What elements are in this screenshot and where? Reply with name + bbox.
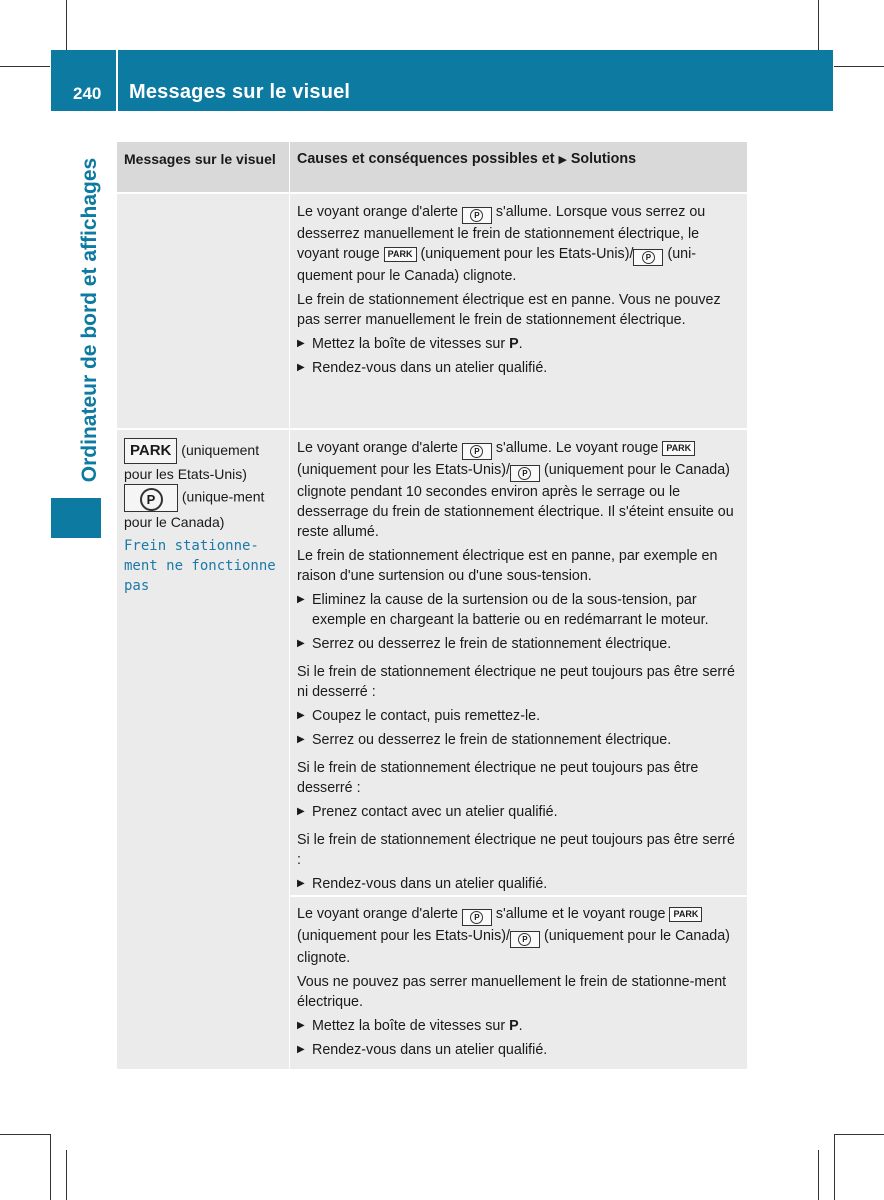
- text: s'allume et le voyant rouge: [495, 906, 666, 922]
- crop-mark: [834, 1134, 835, 1200]
- list-item: [297, 1016, 741, 1036]
- text: Mettez la boîte de vitesses sur: [312, 1018, 506, 1034]
- list-item: ▶ Rendez-vous dans un atelier qualifié.: [297, 874, 741, 894]
- message-note: (uniquement pour les Etats-Unis): [124, 442, 260, 482]
- paragraph: Le frein de stationnement électrique est en panne. Vous ne pouvez pas serrer manuellement le frein de stationnement électrique.: [297, 292, 721, 328]
- display-message: Frein stationne-ment ne fonctionne pas: [124, 538, 276, 594]
- parking-brake-indicator-icon: [124, 484, 178, 512]
- column-header-label: Solutions: [570, 151, 637, 167]
- arrow-right-icon: ▶: [558, 154, 567, 166]
- text: Le voyant orange d'alerte: [297, 906, 458, 922]
- list-item: ▶ Prenez contact avec un atelier qualifié.: [297, 802, 741, 822]
- text: Mettez la boîte de vitesses sur: [312, 336, 506, 352]
- icon-letter: P: [140, 488, 163, 511]
- crop-mark: [66, 0, 67, 50]
- section-tab-marker: [51, 498, 101, 538]
- causes-cell: [290, 897, 747, 1069]
- message-cell: [117, 430, 289, 1069]
- text: s'allume. Le voyant rouge: [495, 440, 659, 456]
- message-note: (unique-ment pour le Canada): [124, 488, 265, 530]
- table-row: [117, 194, 747, 428]
- paragraph: Vous ne pouvez pas serrer manuellement le frein de stationne-ment électrique.: [297, 974, 727, 1010]
- icon-letter: P: [470, 209, 483, 222]
- page-number: 240: [73, 84, 102, 103]
- list-item: [297, 334, 741, 354]
- paragraph: [297, 904, 741, 968]
- text: .: [518, 1018, 523, 1034]
- crop-mark: [50, 1134, 51, 1200]
- table-row: [117, 430, 747, 1069]
- crop-mark: [834, 66, 884, 67]
- text: s'allume. Lorsque vous serrez ou desserrez manuellement le frein de stationnement électrique, le voyant rouge: [297, 204, 706, 262]
- list-item: ▶ Coupez le contact, puis remettez-le.: [297, 706, 741, 726]
- text: (uniquement pour les Etats-Unis)/: [297, 462, 510, 478]
- causes-cell: [290, 430, 747, 895]
- column-header-causes: [290, 142, 747, 192]
- text: Le voyant orange d'alerte: [297, 440, 458, 456]
- text: (uniquement pour les Etats-Unis)/: [297, 928, 510, 944]
- table-header-row: [117, 142, 747, 192]
- paragraph: Si le frein de stationnement électrique ne peut toujours pas être serré ni desserré :: [297, 664, 735, 700]
- messages-table: [117, 142, 747, 1069]
- column-header-label: Causes et conséquences possibles et: [297, 151, 555, 167]
- crop-mark: [0, 66, 50, 67]
- icon-letter: P: [518, 933, 531, 946]
- parking-brake-indicator-icon: [510, 931, 540, 948]
- list-item: ▶ Serrez ou desserrez le frein de stationnement électrique.: [297, 634, 741, 654]
- column-header-messages: [117, 142, 289, 192]
- column-header-label: Messages sur le visuel: [124, 151, 276, 167]
- list-item: ▶ Rendez-vous dans un atelier qualifié.: [297, 1040, 741, 1060]
- causes-cell: [290, 194, 747, 428]
- list-item: ▶ Eliminez la cause de la surtension ou de la sous-tension, par exemple en chargeant la batterie ou en redémarrant le moteur.: [297, 590, 741, 630]
- crop-mark: [0, 1134, 50, 1135]
- parking-brake-indicator-icon: [633, 249, 663, 266]
- gear-letter: P: [509, 1018, 519, 1034]
- icon-letter: P: [470, 911, 483, 924]
- paragraph: [297, 438, 741, 542]
- parking-brake-warning-icon: [462, 909, 492, 926]
- text: .: [518, 336, 523, 352]
- text: (uniquement pour le Canada) clignote pendant 10 secondes environ après le serrage ou le desserrage du frein de stationnement électrique. Il s'éteint ensuite ou reste allumé.: [297, 462, 734, 540]
- gear-letter: P: [509, 336, 519, 352]
- icon-letter: P: [518, 467, 531, 480]
- park-indicator-icon: PARK: [384, 247, 417, 262]
- paragraph: Si le frein de stationnement électrique ne peut toujours pas être desserré :: [297, 760, 699, 796]
- page-header: [51, 50, 833, 111]
- parking-brake-warning-icon: [462, 207, 492, 224]
- icon-letter: P: [642, 251, 655, 264]
- text: Le voyant orange d'alerte: [297, 204, 458, 220]
- header-separator: [116, 50, 118, 111]
- park-indicator-icon: PARK: [124, 438, 177, 464]
- text: (uniquement pour le Canada) clignote.: [297, 928, 730, 966]
- icon-letter: P: [470, 445, 483, 458]
- text: (uni-quement pour le Canada) clignote.: [297, 246, 697, 284]
- page-title: Messages sur le visuel: [129, 81, 351, 103]
- crop-mark: [66, 1150, 67, 1200]
- park-indicator-icon: PARK: [669, 907, 702, 922]
- causes-column: [289, 430, 747, 1069]
- list-item: ▶ Serrez ou desserrez le frein de stationnement électrique.: [297, 730, 741, 750]
- message-cell-empty: [117, 194, 289, 428]
- crop-mark: [834, 1134, 884, 1135]
- parking-brake-indicator-icon: [510, 465, 540, 482]
- paragraph: Le frein de stationnement électrique est en panne, par exemple en raison d'une surtension ou d'une sous-tension.: [297, 548, 718, 584]
- crop-mark: [818, 0, 819, 50]
- paragraph: Si le frein de stationnement électrique ne peut toujours pas être serré :: [297, 832, 735, 868]
- park-indicator-icon: PARK: [662, 441, 695, 456]
- crop-mark: [818, 1150, 819, 1200]
- paragraph: [297, 202, 741, 286]
- section-tab-label: Ordinateur de bord et affichages: [78, 157, 101, 483]
- parking-brake-warning-icon: [462, 443, 492, 460]
- text: (uniquement pour les Etats-Unis)/: [420, 246, 634, 262]
- list-item: ▶ Rendez-vous dans un atelier qualifié.: [297, 358, 741, 378]
